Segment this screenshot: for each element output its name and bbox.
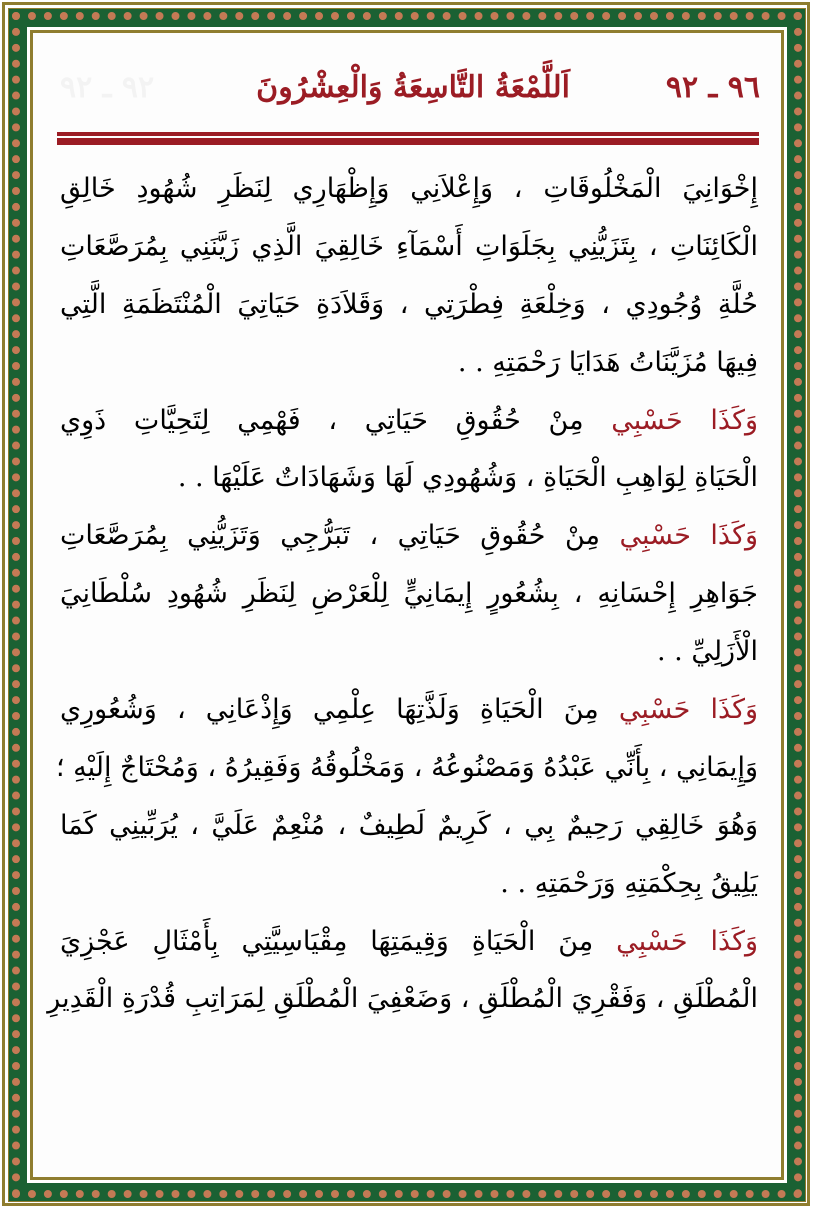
text-line: [60, 565, 758, 623]
text-line: [60, 160, 758, 218]
text-line: [60, 334, 758, 392]
highlighted-phrase: وَكَذَا حَسْبِي: [616, 925, 759, 957]
line-text: إِخْوَانِيَ الْمَخْلُوقَاتِ ، وَإِعْلاَنِي وَإِظْهَارِي لِنَظَرِ شُهُودِ خَالِقِ: [60, 173, 758, 204]
text-line: [60, 218, 758, 276]
text-line: [60, 449, 758, 507]
highlighted-phrase: وَكَذَا حَسْبِي: [619, 520, 758, 552]
text-line: [60, 855, 758, 913]
highlighted-phrase: وَكَذَا حَسْبِي: [618, 694, 759, 726]
text-line: [60, 913, 758, 971]
header-rule-thick: [57, 138, 759, 145]
text-line: [60, 507, 758, 565]
line-text: يَلِيقُ بِحِكْمَتِهِ وَرَحْمَتِهِ . .: [500, 867, 758, 899]
ghost-page-numbers: ٩٢ ـ ٩٢: [60, 70, 155, 105]
text-line: [60, 681, 758, 739]
line-text: مِنَ الْحَيَاةِ وَقِيمَتِهَا مِقْيَاسِيَّتِي بِأَمْثَالِ عَجْزِيَ: [60, 925, 617, 957]
highlighted-phrase: وَكَذَا حَسْبِي: [611, 404, 758, 436]
line-text: وَهُوَ خَالِقِي رَحِيمٌ بِي ، كَرِيمٌ لَطِيفٌ ، مُنْعِمٌ عَلَيَّ ، يُرَبِّينِي كَمَا: [60, 809, 758, 841]
line-text: مِنَ الْحَيَاةِ وَلَذَّتِهَا عِلْمِي وَإِذْعَانِي ، وَشُعُورِي: [60, 694, 619, 726]
line-text: مِنْ حُقُوقِ حَيَاتِي ، تَبَرُّجِي وَتَزَيُّنِي بِمُرَصَّعَاتِ: [60, 520, 620, 552]
chapter-title: اَللَّمْعَةُ التَّاسِعَةُ وَالْعِشْرُونَ: [256, 70, 570, 105]
line-text: مِنْ حُقُوقِ حَيَاتِي ، فَهْمِي لِتَحِيَّاتِ ذَوِي: [60, 404, 612, 436]
text-line: [55, 739, 758, 797]
line-text: الْمُطْلَقِ ، وَفَقْرِيَ الْمُطْلَقِ ، وَضَعْفِيَ الْمُطْلَقِ لِمَرَاتِبِ قُدْرَةِ الْقَدِيرِ: [47, 983, 758, 1015]
page-header: [60, 70, 760, 120]
line-text: الْحَيَاةِ لِوَاهِبِ الْحَيَاةِ ، وَشُهُودِي لَهَا وَشَهَادَاتٌ عَلَيْهَا . .: [177, 462, 758, 494]
header-rule-thin: [57, 132, 759, 136]
line-text: الْكَائِنَاتِ ، بِتَزَيُّنِي بِجَلَوَاتِ أَسْمَآءِ خَالِقِيَ الَّذِي زَيَّنَنِي بِمُرَصَّعَاتِ: [60, 230, 758, 262]
line-text: فِيهَا مُزَيَّنَاتُ هَدَايَا رَحْمَتِهِ . .: [457, 346, 758, 378]
text-line: [47, 970, 758, 1028]
text-line: [60, 392, 758, 450]
page-numbers: ٩٦ ـ ٩٢: [665, 70, 760, 105]
text-line: [60, 797, 758, 855]
line-text: وَإِيمَانِي ، بِأَنِّي عَبْدُهُ وَمَصْنُوعُهُ ، وَمَخْلُوقُهُ وَفَقِيرُهُ ، وَمُحْتَاجٌ إِلَيْهِ ؛: [55, 751, 758, 783]
body-text: [47, 160, 759, 1028]
line-text: جَوَاهِرِ إِحْسَانِهِ ، بِشُعُورٍ إِيمَانِيٍّ لِلْعَرْضِ لِنَظَرِ شُهُودِ سُلْطَانِيَ: [60, 578, 758, 610]
text-line: [60, 623, 758, 681]
line-text: حُلَّةِ وُجُودِي ، وَخِلْعَةِ فِطْرَتِي ، وَقَلاَدَةِ حَيَاتِيَ الْمُنْتَظَمَةِ الَّتِي: [60, 288, 758, 320]
text-line: [60, 276, 758, 334]
line-text: الْأَزَلِيِّ . .: [657, 636, 758, 668]
